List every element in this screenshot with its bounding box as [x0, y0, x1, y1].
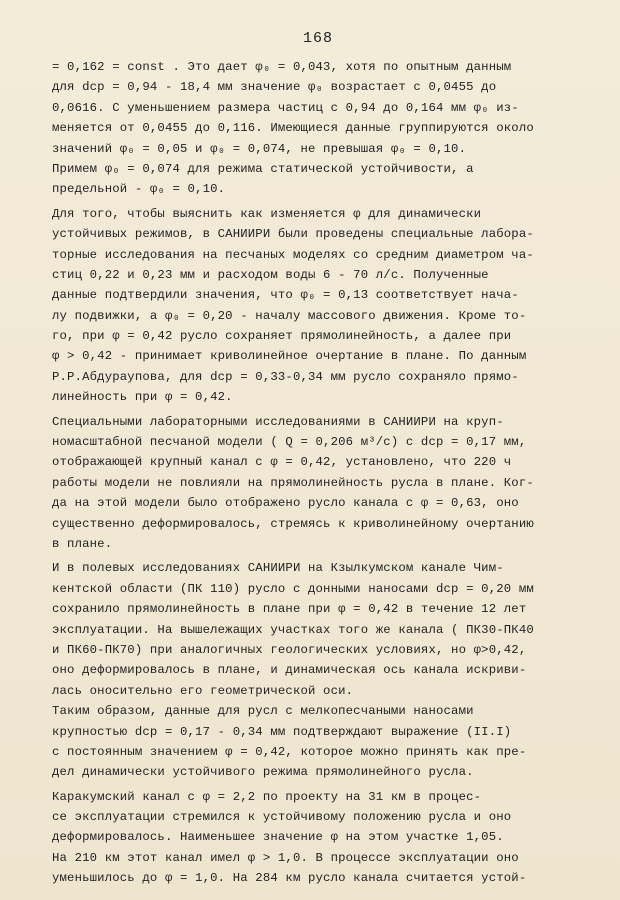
text-line: дел динамически устойчивого режима прямолинейного русла. — [52, 765, 474, 780]
text-line: номасштабной песчаной модели ( Q = 0,206 м³/с) с dср = 0,17 мм, — [52, 435, 527, 450]
text-line: эксплуатации. На вышележащих участках того же канала ( ПК30-ПК40 — [52, 622, 534, 637]
text-line: с постоянным значением φ = 0,42, которое можно принять как пре- — [52, 744, 527, 759]
text-line: предельной - φ₀ = 0,10. — [52, 182, 226, 197]
text-line: И в полевых исследованиях САНИИРИ на Кзылкумском канале Чим- — [52, 561, 504, 576]
text-line: лась оносительно его геометрической оси. — [52, 683, 354, 698]
text-line: = 0,162 = const . Это дает φ₀ = 0,043, хотя по опытным данным — [52, 60, 512, 74]
text-line: кентской области (ПК 110) русло с донными наносами dср = 0,20 мм — [52, 581, 534, 596]
text-line: данные подтвердили значения, что φ₀ = 0,13 соответствует нача- — [52, 288, 519, 303]
text-line: лу подвижки, а φ₀ = 0,20 - началу массового движения. Кроме то- — [52, 308, 527, 323]
text-line: Р.Р.Абдураупова, для dср = 0,33-0,34 мм русло сохраняло прямо- — [52, 369, 519, 384]
text-line: да на этой модели было отображено русло канала с φ = 0,63, оно — [52, 496, 519, 511]
text-line: линейность при φ = 0,42. — [52, 390, 233, 405]
text-line: для dср = 0,94 - 18,4 мм значение φ₀ возрастает с 0,0455 до — [52, 80, 497, 95]
text-line: в плане. — [52, 536, 113, 551]
text-line: стиц 0,22 и 0,23 мм и расходом воды 6 - 70 л/с. Полученные — [52, 267, 489, 282]
text-line: Таким образом, данные для русл с мелкопесчаными наносами — [52, 704, 474, 719]
text-line: меняется от 0,0455 до 0,116. Имеющиеся данные группируются около — [52, 121, 534, 136]
text-line: и ПК60-ПК70) при аналогичных геологических условиях, но φ>0,42, — [52, 642, 527, 657]
text-line: 0,0616. С уменьшением размера частиц с 0,94 до 0,164 мм φ₀ из- — [52, 100, 519, 115]
text-line: значений φ₀ = 0,05 и φ₀ = 0,074, не превышая φ₀ = 0,10. — [52, 141, 467, 156]
text-line: уменьшилось до φ = 1,0. На 284 км русло канала считается устой- — [52, 871, 527, 886]
text-line: отображающей крупный канал с φ = 0,42, установлено, что 220 ч — [52, 455, 512, 470]
text-line: го, при φ = 0,42 русло сохраняет прямолинейность, а далее при — [52, 329, 512, 344]
text-line: работы модели не повлияли на прямолинейность русла в плане. Ког- — [52, 475, 534, 490]
text-line: оно деформировалось в плане, и динамическая ось канала искриви- — [52, 663, 527, 678]
text-line: φ > 0,42 - принимает криволинейное очертание в плане. По данным — [52, 349, 527, 364]
text-line: устойчивых режимов, в САНИИРИ были проведены специальные лабора- — [52, 227, 534, 242]
text-line: се эксплуатации стремился к устойчивому положению русла и оно — [52, 810, 512, 825]
text-line: крупностью dср = 0,17 - 0,34 мм подтверждают выражение (II.I) — [52, 724, 512, 739]
text-line: Каракумский канал с φ = 2,2 по проекту на 31 км в процес- — [52, 789, 482, 804]
text-line: Специальными лабораторными исследованиями в САНИИРИ на круп- — [52, 414, 504, 429]
body-text — [52, 57, 584, 889]
text-line: Для того, чтобы выяснить как изменяется φ для динамически — [52, 206, 482, 221]
text-line: На 210 км этот канал имел φ > 1,0. В процессе эксплуатации оно — [52, 850, 519, 865]
page-number: 168 — [302, 30, 333, 47]
text-line: деформировалось. Наименьшее значение φ на этом участке 1,05. — [52, 830, 504, 845]
text-line: существенно деформировалось, стремясь к криволинейному очертанию — [52, 516, 534, 531]
text-line: торные исследования на песчаных моделях со средним диаметром ча- — [52, 247, 534, 262]
text-line: Примем φ₀ = 0,074 для режима статической устойчивости, а — [52, 161, 474, 176]
text-line: сохранило прямолинейность в плане при φ = 0,42 в течение 12 лет — [52, 602, 527, 617]
